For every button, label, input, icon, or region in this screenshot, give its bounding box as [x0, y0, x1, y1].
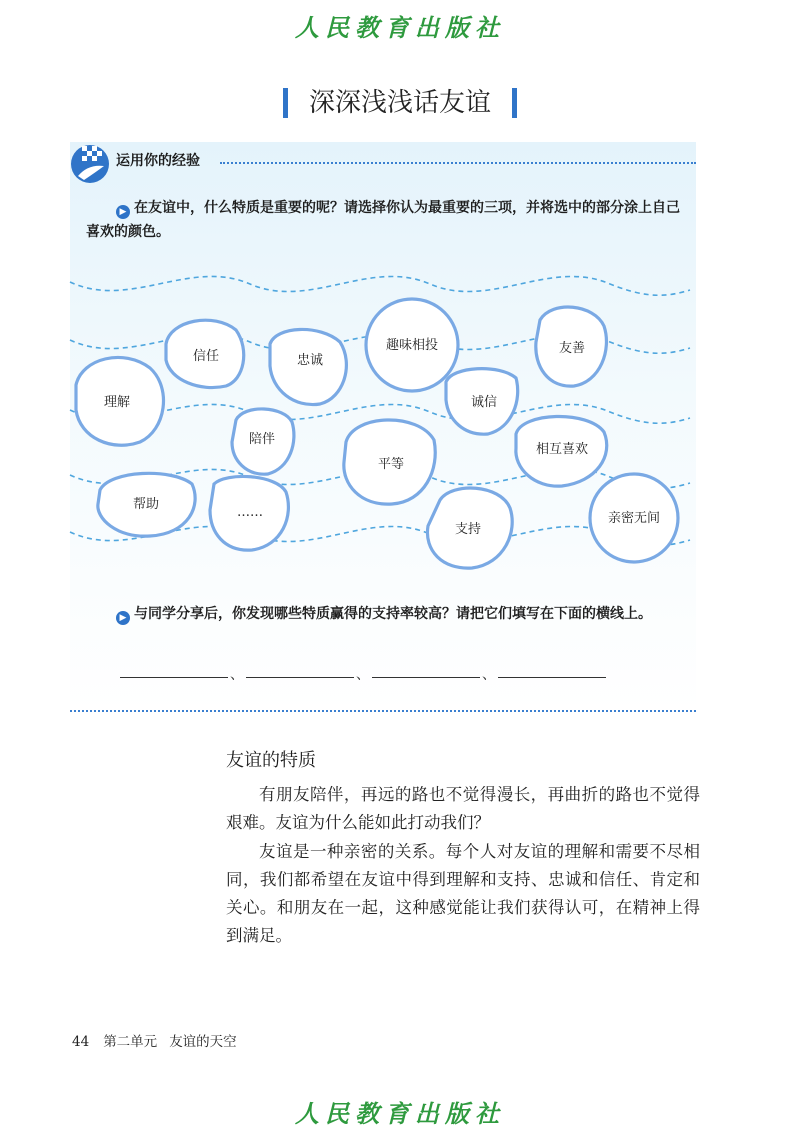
svg-text:信任: 信任 [192, 349, 220, 364]
lesson-title: 深深浅浅话友谊 [283, 84, 517, 122]
dotted-divider [220, 162, 696, 164]
body-paragraph: 有朋友陪伴，再远的路也不觉得漫长，再曲折的路也不觉得艰难。友谊为什么能如此打动我们？ [226, 785, 700, 832]
trait-bubble[interactable] [366, 299, 458, 391]
lesson-title-bar [0, 84, 800, 122]
svg-text:支持: 支持 [454, 522, 482, 537]
trait-bubble[interactable] [210, 476, 288, 550]
svg-text:友善: 友善 [558, 341, 586, 356]
instruction-1-text: 在友谊中，什么特质是重要的呢？请选择你认为最重要的三项，并将选中的部分涂上自己喜欢的颜色。 [86, 200, 680, 240]
svg-text:理解: 理解 [103, 395, 131, 410]
bullet-icon: ▶ [116, 205, 130, 219]
answer-blank-1[interactable] [120, 663, 228, 678]
wave-line [70, 276, 690, 295]
trait-bubble[interactable] [270, 329, 346, 404]
svg-text:诚信: 诚信 [470, 395, 498, 410]
publisher-header: 人民教育出版社 [295, 13, 505, 42]
body-paragraph: 友谊是一种亲密的关系。每个人对友谊的理解和需要不尽相同，我们都希望在友谊中得到理解和支持、忠诚和信任、肯定和关心。和朋友在一起，这种感觉能让我们获得认可，在精神上得到满足。 [226, 842, 700, 945]
trait-bubble[interactable] [427, 488, 512, 568]
unit-label: 第二单元 [103, 1034, 158, 1050]
page-number: 44 [72, 1034, 90, 1050]
answer-blank-4[interactable] [498, 663, 606, 678]
traits-diagram [0, 270, 800, 590]
instruction-2-text: 与同学分享后，你发现哪些特质赢得的支持率较高？请把它们填写在下面的横线上。 [134, 606, 652, 622]
svg-text:趣味相投: 趣味相投 [385, 338, 439, 353]
trait-bubble[interactable] [166, 320, 244, 387]
answer-blank-2[interactable] [246, 663, 354, 678]
publisher-footer: 人民教育出版社 [295, 1099, 505, 1128]
svg-text:平等: 平等 [377, 457, 405, 472]
svg-text:相互喜欢: 相互喜欢 [535, 442, 589, 457]
trait-bubble[interactable] [446, 369, 518, 435]
activity-icon [70, 142, 110, 184]
svg-text:陪伴: 陪伴 [248, 432, 276, 447]
trait-bubble[interactable] [536, 307, 607, 386]
separator-mark: 、 [482, 667, 496, 683]
svg-text:帮助: 帮助 [132, 497, 160, 512]
trait-bubble[interactable] [76, 357, 163, 445]
activity-header: 运用你的经验 [116, 153, 200, 169]
trait-bubble[interactable] [590, 474, 678, 562]
section-title: 友谊的特质 [226, 750, 316, 771]
svg-text:忠诚: 忠诚 [296, 353, 324, 368]
svg-text:……: …… [237, 505, 263, 520]
svg-text:亲密无间: 亲密无间 [607, 511, 661, 526]
page-footer [72, 1030, 237, 1050]
trait-bubble[interactable] [98, 473, 195, 536]
answer-blank-3[interactable] [372, 663, 480, 678]
trait-bubble[interactable] [232, 409, 294, 474]
dotted-divider [70, 710, 696, 712]
trait-bubble[interactable] [516, 416, 607, 486]
trait-bubble[interactable] [344, 420, 435, 504]
instruction-2 [86, 602, 686, 626]
separator-mark: 、 [230, 667, 244, 683]
unit-title: 友谊的天空 [169, 1034, 237, 1050]
separator-mark: 、 [356, 667, 370, 683]
bullet-icon: ▶ [116, 611, 130, 625]
instruction-1 [86, 196, 686, 244]
